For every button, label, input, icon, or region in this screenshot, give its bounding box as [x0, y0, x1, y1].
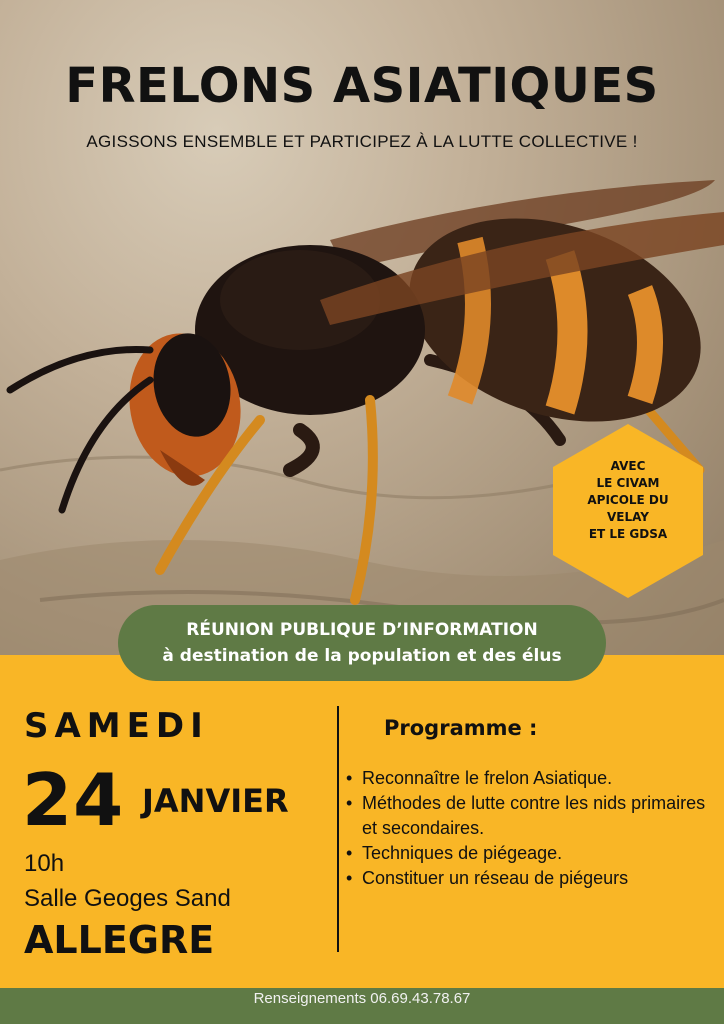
meeting-banner-line2: à destination de la population et des élus	[162, 646, 562, 666]
poster-title: FRELONS ASIATIQUES	[65, 58, 659, 114]
partner-badge-line: AVEC	[610, 459, 646, 473]
partner-badge-text	[553, 458, 703, 543]
column-divider	[337, 706, 339, 952]
program-item: • Reconnaître le frelon Asiatique.	[344, 766, 714, 791]
event-weekday: SAMEDI	[24, 706, 209, 746]
event-day: 24	[22, 758, 125, 842]
event-month: JANVIER	[142, 782, 289, 820]
event-time: 10h	[24, 850, 65, 877]
event-venue: Salle Geoges Sand	[24, 885, 231, 912]
event-city: ALLEGRE	[24, 918, 215, 962]
program-list	[344, 766, 714, 891]
program-title: Programme :	[384, 716, 538, 740]
partner-badge-line: APICOLE DU	[587, 493, 669, 507]
poster-subtitle: AGISSONS ENSEMBLE ET PARTICIPEZ À LA LUTTE COLLECTIVE !	[86, 132, 638, 151]
partner-badge-line: ET LE GDSA	[588, 527, 668, 541]
program-item: • Constituer un réseau de piégeurs	[344, 866, 714, 891]
contact-footer: Renseignements 06.69.43.78.67	[0, 988, 724, 1024]
partner-badge-line: LE CIVAM	[596, 476, 660, 490]
meeting-banner-line1: RÉUNION PUBLIQUE D’INFORMATION	[186, 620, 538, 640]
program-item: • Méthodes de lutte contre les nids primaires et secondaires.	[344, 791, 714, 841]
meeting-banner	[118, 605, 606, 681]
program-item: • Techniques de piégeage.	[344, 841, 714, 866]
partner-badge-line: VELAY	[607, 510, 649, 524]
